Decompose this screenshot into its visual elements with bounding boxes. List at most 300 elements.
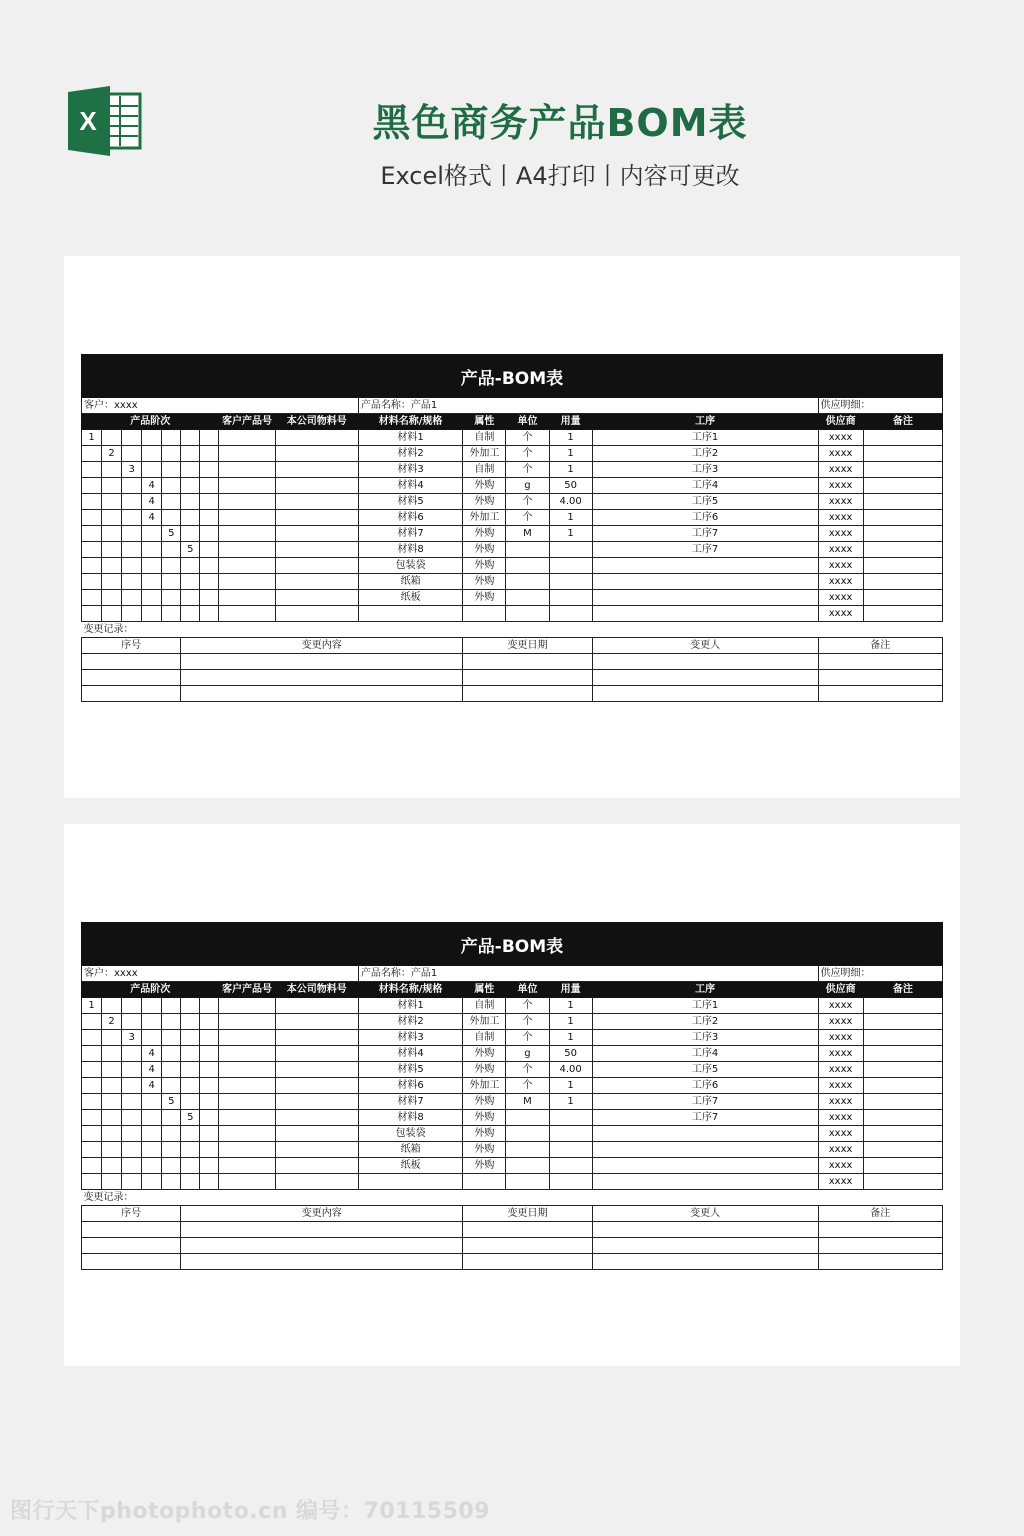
change-date-cell (463, 654, 592, 670)
level-cell (200, 478, 219, 494)
remark-cell (863, 574, 942, 590)
bom-row (82, 1174, 943, 1190)
qty-cell: 1 (549, 1094, 592, 1110)
remark-cell (863, 998, 942, 1014)
process-cell: 工序2 (592, 1014, 818, 1030)
remark-cell (863, 1030, 942, 1046)
level-cell (162, 1126, 181, 1142)
material-cell: 材料3 (358, 462, 462, 478)
unit-cell: g (506, 1046, 549, 1062)
level-cell (122, 510, 142, 526)
level-cell: 4 (142, 494, 162, 510)
level-cell (181, 558, 200, 574)
level-cell (142, 1110, 162, 1126)
level-cell (142, 1014, 162, 1030)
material-cell: 材料8 (358, 1110, 462, 1126)
company-part-cell (275, 1126, 358, 1142)
level-cell (142, 590, 162, 606)
excel-logo-letter: X (79, 106, 97, 136)
bom-row (82, 998, 943, 1014)
change-person-cell (592, 654, 818, 670)
unit-cell (506, 606, 549, 622)
level-cell (82, 526, 102, 542)
qty-cell: 1 (549, 430, 592, 446)
remark-cell (863, 1046, 942, 1062)
process-cell: 工序7 (592, 1110, 818, 1126)
unit-cell (506, 590, 549, 606)
col-header-company-part: 本公司物料号 (275, 982, 358, 998)
process-cell: 工序7 (592, 526, 818, 542)
page-subtitle: Excel格式丨A4打印丨内容可更改 (380, 162, 740, 190)
unit-cell: 个 (506, 430, 549, 446)
customer-part-cell (219, 1110, 275, 1126)
unit-cell (506, 574, 549, 590)
attr-cell: 外加工 (463, 510, 506, 526)
company-part-cell (275, 1094, 358, 1110)
level-cell (181, 590, 200, 606)
remark-cell (863, 1110, 942, 1126)
remark-cell (863, 430, 942, 446)
remark-cell (863, 558, 942, 574)
bom-info-row (82, 966, 943, 982)
level-cell (102, 510, 122, 526)
process-cell: 工序2 (592, 446, 818, 462)
change-no-cell (82, 670, 181, 686)
unit-cell: 个 (506, 998, 549, 1014)
process-cell: 工序6 (592, 510, 818, 526)
change-content-cell (181, 654, 463, 670)
level-cell (102, 1046, 122, 1062)
process-cell (592, 1126, 818, 1142)
change-col-date: 变更日期 (463, 1206, 592, 1222)
qty-cell (549, 1110, 592, 1126)
attr-cell: 外购 (463, 1046, 506, 1062)
level-cell (142, 998, 162, 1014)
change-person-cell (592, 670, 818, 686)
material-cell: 纸箱 (358, 574, 462, 590)
level-cell (82, 1062, 102, 1078)
supplier-cell: xxxx (818, 606, 863, 622)
level-cell: 5 (162, 1094, 181, 1110)
change-col-content: 变更内容 (181, 638, 463, 654)
supplier-cell: xxxx (818, 446, 863, 462)
remark-cell (863, 606, 942, 622)
level-cell (82, 510, 102, 526)
bom-row (82, 574, 943, 590)
change-col-no: 序号 (82, 1206, 181, 1222)
supplier-cell: xxxx (818, 1062, 863, 1078)
level-cell (122, 1014, 142, 1030)
material-cell: 包装袋 (358, 558, 462, 574)
customer-part-cell (219, 1158, 275, 1174)
bom-header-row (82, 414, 943, 430)
company-part-cell (275, 1030, 358, 1046)
supplier-cell: xxxx (818, 1046, 863, 1062)
remark-cell (863, 1158, 942, 1174)
company-part-cell (275, 494, 358, 510)
change-remark-cell (818, 1238, 942, 1254)
level-cell (200, 1078, 219, 1094)
level-cell (142, 1158, 162, 1174)
unit-cell: M (506, 1094, 549, 1110)
change-person-cell (592, 1238, 818, 1254)
customer-part-cell (219, 446, 275, 462)
customer-part-cell (219, 1126, 275, 1142)
material-cell: 材料6 (358, 1078, 462, 1094)
qty-cell: 50 (549, 1046, 592, 1062)
remark-cell (863, 462, 942, 478)
level-cell (142, 1094, 162, 1110)
level-cell: 1 (82, 998, 102, 1014)
unit-cell (506, 1110, 549, 1126)
level-cell: 4 (142, 510, 162, 526)
customer-part-cell (219, 1046, 275, 1062)
change-row (82, 1238, 943, 1254)
company-part-cell (275, 1014, 358, 1030)
level-cell: 1 (82, 430, 102, 446)
level-cell (181, 606, 200, 622)
level-cell (82, 1046, 102, 1062)
level-cell (82, 478, 102, 494)
level-cell (122, 558, 142, 574)
col-header-supplier: 供应商 (818, 982, 863, 998)
level-cell (102, 590, 122, 606)
customer-part-cell (219, 542, 275, 558)
supplier-cell: xxxx (818, 1078, 863, 1094)
col-header-qty: 用量 (549, 982, 592, 998)
level-cell (122, 1174, 142, 1190)
supplier-cell: xxxx (818, 1110, 863, 1126)
level-cell (200, 1126, 219, 1142)
bom-row (82, 590, 943, 606)
level-cell (82, 1174, 102, 1190)
change-content-cell (181, 670, 463, 686)
qty-cell (549, 1126, 592, 1142)
level-cell: 4 (142, 1062, 162, 1078)
level-cell (200, 1110, 219, 1126)
process-cell: 工序7 (592, 1094, 818, 1110)
qty-cell: 1 (549, 462, 592, 478)
level-cell: 2 (102, 446, 122, 462)
level-cell (122, 1078, 142, 1094)
unit-cell: 个 (506, 462, 549, 478)
level-cell (181, 462, 200, 478)
change-remark-cell (818, 654, 942, 670)
company-part-cell (275, 430, 358, 446)
level-cell (122, 1046, 142, 1062)
level-cell (162, 1142, 181, 1158)
attr-cell: 外加工 (463, 446, 506, 462)
unit-cell: 个 (506, 1078, 549, 1094)
material-cell: 材料8 (358, 542, 462, 558)
level-cell (162, 1158, 181, 1174)
change-col-person: 变更人 (592, 638, 818, 654)
qty-cell: 1 (549, 510, 592, 526)
level-cell (82, 446, 102, 462)
level-cell (200, 1014, 219, 1030)
level-cell (122, 1110, 142, 1126)
qty-cell: 1 (549, 446, 592, 462)
bom-row (82, 1046, 943, 1062)
attr-cell: 外购 (463, 494, 506, 510)
level-cell (102, 1094, 122, 1110)
process-cell (592, 574, 818, 590)
process-cell (592, 590, 818, 606)
supplier-cell: xxxx (818, 1126, 863, 1142)
level-cell (102, 1078, 122, 1094)
change-record-label-row (82, 1190, 943, 1206)
level-cell (102, 478, 122, 494)
level-cell: 5 (162, 526, 181, 542)
unit-cell (506, 1142, 549, 1158)
level-cell (82, 1110, 102, 1126)
col-header-attr: 属性 (463, 414, 506, 430)
customer-part-cell (219, 430, 275, 446)
change-col-remark: 备注 (818, 1206, 942, 1222)
col-header-material: 材料名称/规格 (358, 982, 462, 998)
unit-cell: 个 (506, 510, 549, 526)
process-cell: 工序1 (592, 430, 818, 446)
customer-part-cell (219, 510, 275, 526)
level-cell: 5 (181, 1110, 200, 1126)
col-header-material: 材料名称/规格 (358, 414, 462, 430)
supplier-cell: xxxx (818, 510, 863, 526)
customer-label: 客户：xxxx (82, 966, 359, 982)
change-record-label-row (82, 622, 943, 638)
process-cell (592, 558, 818, 574)
level-cell (122, 574, 142, 590)
level-cell (200, 494, 219, 510)
attr-cell: 外购 (463, 1110, 506, 1126)
level-cell (102, 1110, 122, 1126)
process-cell (592, 1174, 818, 1190)
change-row (82, 1254, 943, 1270)
change-header-row (82, 638, 943, 654)
level-cell (102, 542, 122, 558)
change-row (82, 1222, 943, 1238)
change-col-person: 变更人 (592, 1206, 818, 1222)
level-cell (122, 1094, 142, 1110)
change-content-cell (181, 1238, 463, 1254)
level-cell (122, 1142, 142, 1158)
level-cell (162, 446, 181, 462)
process-cell: 工序4 (592, 478, 818, 494)
level-cell (200, 1094, 219, 1110)
company-part-cell (275, 1158, 358, 1174)
material-cell: 材料1 (358, 430, 462, 446)
level-cell (200, 1158, 219, 1174)
level-cell (102, 494, 122, 510)
level-cell: 3 (122, 1030, 142, 1046)
level-cell (200, 542, 219, 558)
level-cell (122, 1158, 142, 1174)
supplier-cell: xxxx (818, 574, 863, 590)
page-title: 黑色商务产品BOM表 (372, 101, 748, 145)
unit-cell: 个 (506, 446, 549, 462)
bom-sheet (81, 354, 943, 702)
supplier-cell: xxxx (818, 1030, 863, 1046)
level-cell (122, 478, 142, 494)
level-cell (181, 1062, 200, 1078)
attr-cell: 自制 (463, 1030, 506, 1046)
process-cell (592, 1158, 818, 1174)
qty-cell: 1 (549, 1078, 592, 1094)
level-cell (122, 998, 142, 1014)
attr-cell: 外购 (463, 542, 506, 558)
remark-cell (863, 542, 942, 558)
customer-label: 客户：xxxx (82, 398, 359, 414)
col-header-unit: 单位 (506, 982, 549, 998)
change-remark-cell (818, 686, 942, 702)
company-part-cell (275, 1078, 358, 1094)
process-cell: 工序5 (592, 494, 818, 510)
customer-part-cell (219, 1014, 275, 1030)
attr-cell: 外购 (463, 1126, 506, 1142)
attr-cell: 自制 (463, 462, 506, 478)
remark-cell (863, 1126, 942, 1142)
level-cell (162, 510, 181, 526)
change-row (82, 654, 943, 670)
level-cell (181, 494, 200, 510)
level-cell (162, 542, 181, 558)
bom-info-row (82, 398, 943, 414)
level-cell: 4 (142, 478, 162, 494)
level-cell (200, 998, 219, 1014)
col-header-company-part: 本公司物料号 (275, 414, 358, 430)
change-person-cell (592, 686, 818, 702)
customer-part-cell (219, 998, 275, 1014)
level-cell (162, 1046, 181, 1062)
bom-row (82, 606, 943, 622)
material-cell: 材料2 (358, 1014, 462, 1030)
bom-sheet (81, 922, 943, 1270)
process-cell: 工序6 (592, 1078, 818, 1094)
material-cell: 材料7 (358, 1094, 462, 1110)
level-cell (200, 1046, 219, 1062)
level-cell (200, 558, 219, 574)
level-cell (82, 558, 102, 574)
level-cell (82, 1078, 102, 1094)
level-cell (82, 462, 102, 478)
material-cell: 材料4 (358, 478, 462, 494)
product-name-label: 产品名称：产品1 (358, 398, 818, 414)
qty-cell: 1 (549, 1030, 592, 1046)
level-cell (102, 1126, 122, 1142)
level-cell (82, 1142, 102, 1158)
remark-cell (863, 446, 942, 462)
qty-cell: 4.00 (549, 494, 592, 510)
level-cell (200, 526, 219, 542)
bom-row (82, 1062, 943, 1078)
level-cell (162, 1030, 181, 1046)
bom-row (82, 542, 943, 558)
level-cell (102, 998, 122, 1014)
unit-cell (506, 542, 549, 558)
material-cell: 纸板 (358, 1158, 462, 1174)
level-cell (102, 1142, 122, 1158)
unit-cell: 个 (506, 494, 549, 510)
level-cell (82, 494, 102, 510)
customer-part-cell (219, 574, 275, 590)
level-cell (181, 1126, 200, 1142)
process-cell (592, 606, 818, 622)
company-part-cell (275, 590, 358, 606)
col-header-level: 产品阶次 (82, 414, 219, 430)
unit-cell: 个 (506, 1062, 549, 1078)
level-cell (82, 1014, 102, 1030)
change-col-no: 序号 (82, 638, 181, 654)
material-cell: 材料5 (358, 1062, 462, 1078)
company-part-cell (275, 478, 358, 494)
remark-cell (863, 1094, 942, 1110)
change-remark-cell (818, 670, 942, 686)
unit-cell: g (506, 478, 549, 494)
qty-cell (549, 606, 592, 622)
bom-title: 产品-BOM表 (81, 922, 943, 966)
material-cell: 材料1 (358, 998, 462, 1014)
level-cell (82, 1126, 102, 1142)
watermark-text: 图行天下photophoto.cn 编号：70115509 (10, 1499, 490, 1524)
excel-icon (68, 86, 142, 156)
customer-part-cell (219, 478, 275, 494)
remark-cell (863, 1142, 942, 1158)
level-cell (82, 542, 102, 558)
process-cell (592, 1142, 818, 1158)
level-cell (200, 1174, 219, 1190)
level-cell (82, 574, 102, 590)
supplier-cell: xxxx (818, 590, 863, 606)
company-part-cell (275, 462, 358, 478)
unit-cell (506, 1158, 549, 1174)
process-cell: 工序7 (592, 542, 818, 558)
qty-cell (549, 574, 592, 590)
change-col-date: 变更日期 (463, 638, 592, 654)
level-cell (122, 526, 142, 542)
level-cell (200, 1062, 219, 1078)
level-cell (162, 1078, 181, 1094)
remark-cell (863, 1078, 942, 1094)
level-cell (181, 526, 200, 542)
level-cell (200, 606, 219, 622)
level-cell (162, 494, 181, 510)
level-cell (162, 462, 181, 478)
supplier-cell: xxxx (818, 494, 863, 510)
change-col-remark: 备注 (818, 638, 942, 654)
bom-row (82, 526, 943, 542)
customer-part-cell (219, 494, 275, 510)
unit-cell (506, 1126, 549, 1142)
unit-cell (506, 558, 549, 574)
level-cell (122, 606, 142, 622)
customer-part-cell (219, 526, 275, 542)
company-part-cell (275, 998, 358, 1014)
company-part-cell (275, 510, 358, 526)
level-cell (82, 1094, 102, 1110)
material-cell: 纸板 (358, 590, 462, 606)
level-cell (82, 1158, 102, 1174)
supplier-cell: xxxx (818, 1174, 863, 1190)
remark-cell (863, 1062, 942, 1078)
level-cell (181, 430, 200, 446)
level-cell (181, 1046, 200, 1062)
level-cell (162, 1014, 181, 1030)
level-cell (200, 1030, 219, 1046)
qty-cell (549, 1142, 592, 1158)
bom-row (82, 494, 943, 510)
col-header-customer-part: 客户产品号 (219, 982, 275, 998)
qty-cell (549, 1174, 592, 1190)
unit-cell: 个 (506, 1030, 549, 1046)
